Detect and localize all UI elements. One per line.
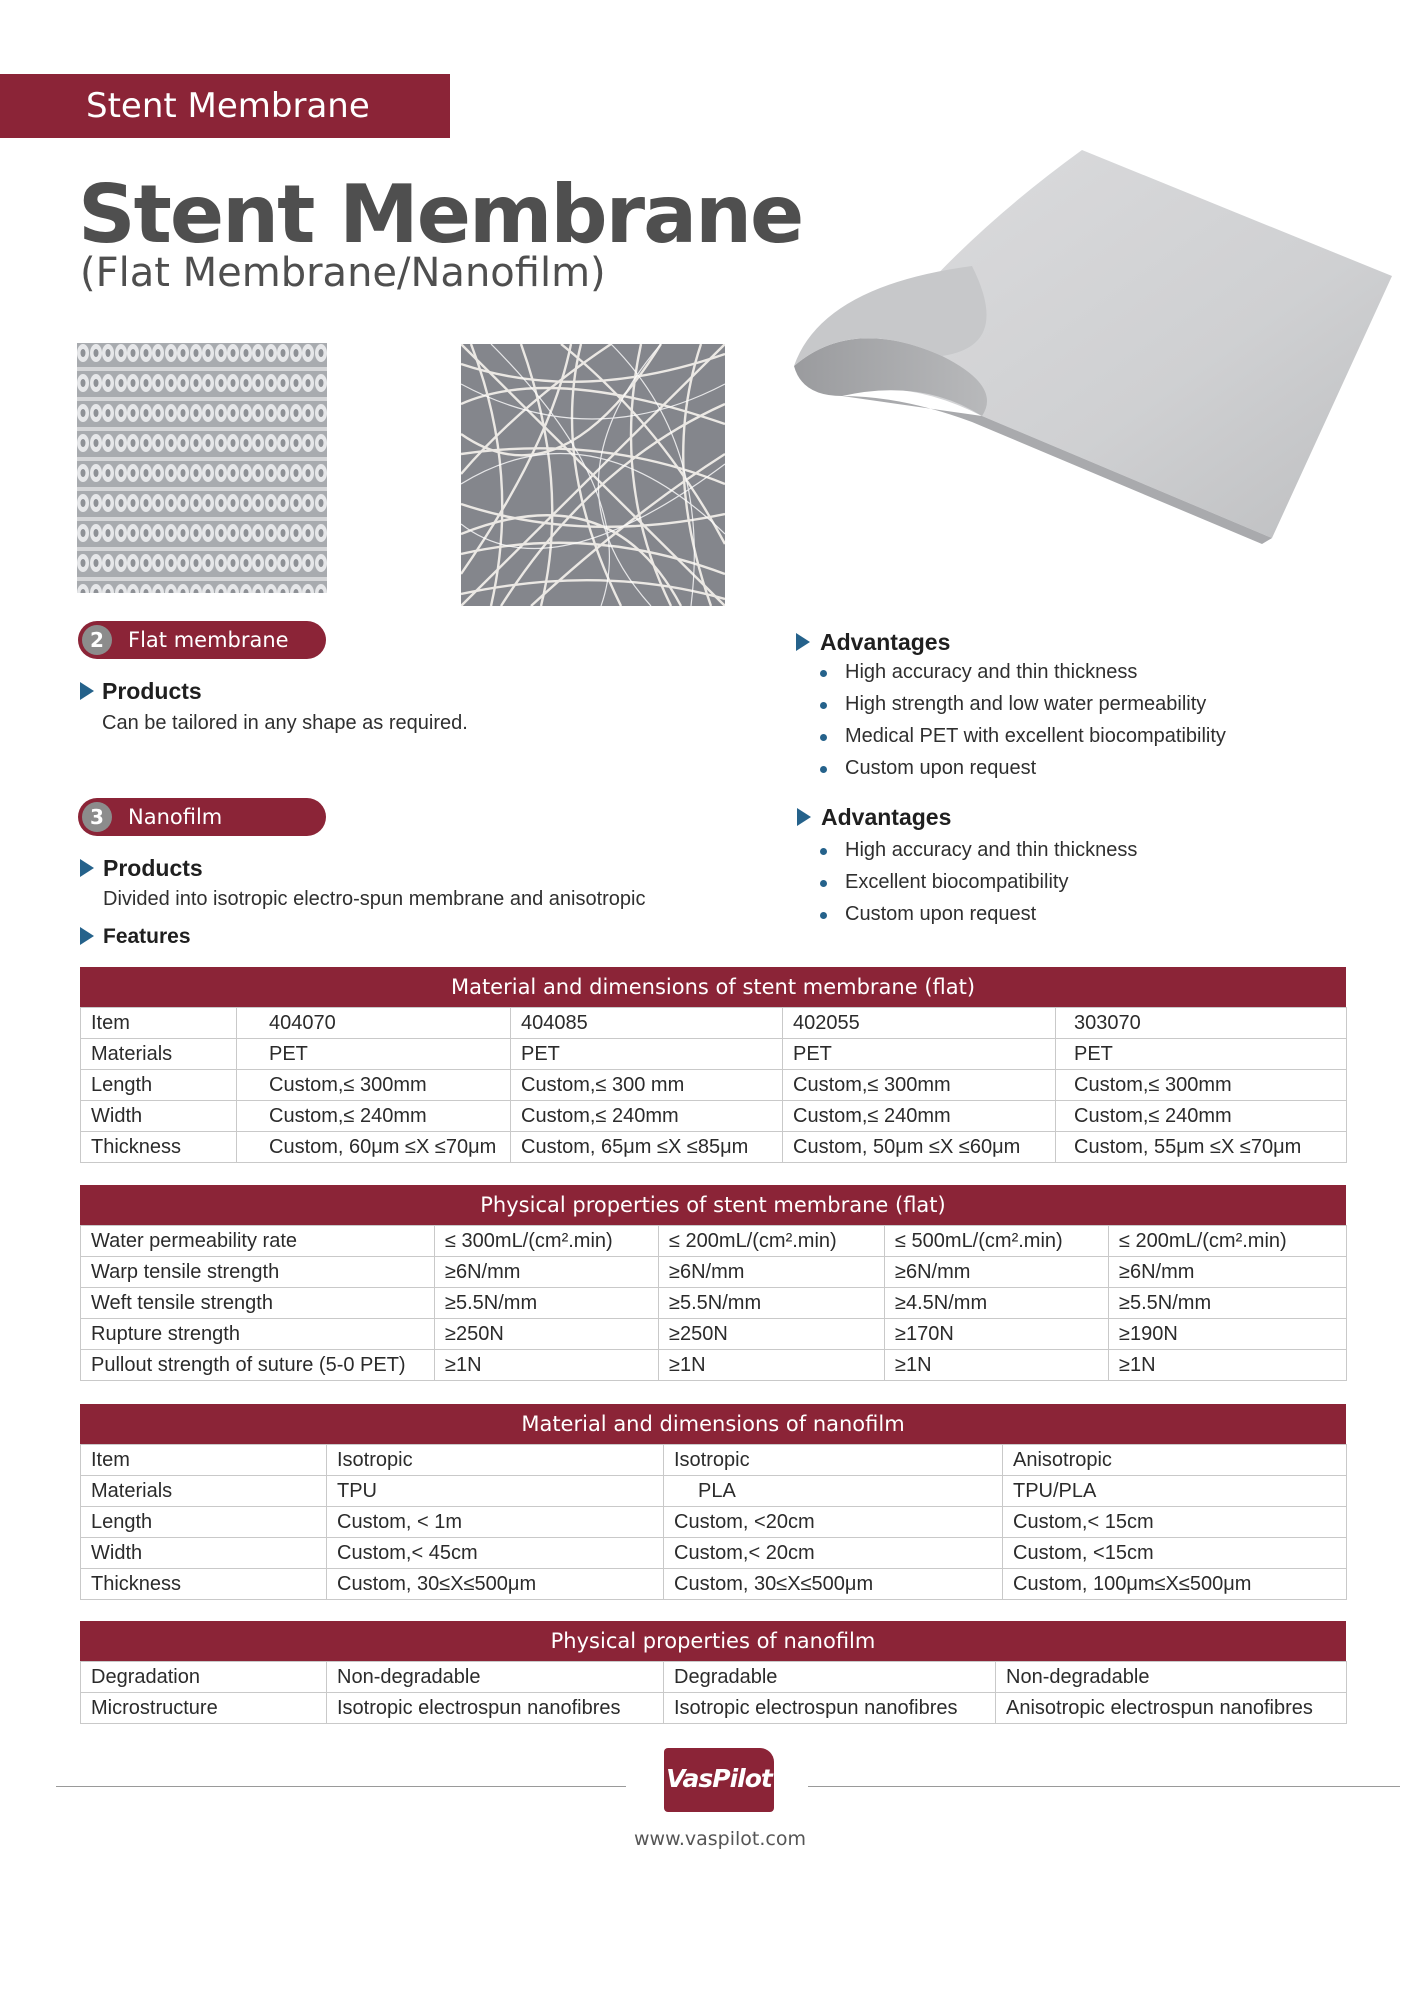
flat-dimensions-table xyxy=(80,967,1346,1163)
table-cell: ≥1N xyxy=(885,1350,1109,1381)
table-cell: Custom,≤ 240mm xyxy=(237,1101,511,1132)
table-cell: Degradable xyxy=(664,1662,996,1693)
table-cell: Width xyxy=(81,1538,327,1569)
table-cell: Width xyxy=(81,1101,237,1132)
table-row xyxy=(81,1662,1347,1693)
table-cell: Materials xyxy=(81,1039,237,1070)
flat-properties-table xyxy=(80,1185,1346,1381)
flat-membrane-section-label xyxy=(78,621,326,659)
triangle-bullet-icon xyxy=(797,808,811,826)
table-row xyxy=(81,1476,1347,1507)
table-row xyxy=(81,1569,1347,1600)
table-cell: Pullout strength of suture (5-0 PET) xyxy=(81,1350,435,1381)
table-cell: Isotropic electrospun nanofibres xyxy=(327,1693,664,1724)
table-cell: ≤ 500mL/(cm².min) xyxy=(885,1226,1109,1257)
table-cell: ≥4.5N/mm xyxy=(885,1288,1109,1319)
table-cell: ≤ 200mL/(cm².min) xyxy=(1109,1226,1347,1257)
table-cell: Custom,≤ 300 mm xyxy=(511,1070,783,1101)
table-row xyxy=(81,1288,1347,1319)
flat-products-heading: Products xyxy=(102,678,202,704)
footer-divider-right xyxy=(808,1786,1400,1787)
table-cell: Custom, <20cm xyxy=(664,1507,1003,1538)
table-row xyxy=(81,1101,1347,1132)
table-row xyxy=(81,1070,1347,1101)
advantage-item: High strength and low water permeability xyxy=(818,688,1226,720)
table-row xyxy=(81,1350,1347,1381)
table-cell: ≥1N xyxy=(659,1350,885,1381)
table-cell: Degradation xyxy=(81,1662,327,1693)
table-title: Physical properties of nanofilm xyxy=(80,1621,1346,1661)
triangle-bullet-icon xyxy=(796,633,810,651)
nano-features-heading: Features xyxy=(103,925,191,948)
table-cell: Custom, 60μm ≤X ≤70μm xyxy=(237,1132,511,1163)
logo-text: VasPilot xyxy=(666,1764,772,1793)
table-cell: 404085 xyxy=(511,1008,783,1039)
table-cell: Microstructure xyxy=(81,1693,327,1724)
section-label-text: Nanofilm xyxy=(128,805,223,829)
table-cell: ≥5.5N/mm xyxy=(435,1288,659,1319)
table-cell: Custom,≤ 240mm xyxy=(783,1101,1056,1132)
table-cell: ≤ 200mL/(cm².min) xyxy=(659,1226,885,1257)
table-cell: Item xyxy=(81,1008,237,1039)
advantage-item: Medical PET with excellent biocompatibility xyxy=(818,720,1226,752)
table-cell: ≤ 300mL/(cm².min) xyxy=(435,1226,659,1257)
table-cell: Custom,≤ 300mm xyxy=(783,1070,1056,1101)
table-cell: PET xyxy=(1056,1039,1347,1070)
website-url[interactable]: www.vaspilot.com xyxy=(633,1828,806,1850)
advantage-item: High accuracy and thin thickness xyxy=(818,656,1226,688)
vaspilot-logo xyxy=(664,1748,774,1812)
table-cell: Item xyxy=(81,1445,327,1476)
table-cell: TPU/PLA xyxy=(1003,1476,1347,1507)
table-cell: Length xyxy=(81,1070,237,1101)
table-row xyxy=(81,1507,1347,1538)
table-cell: Weft tensile strength xyxy=(81,1288,435,1319)
table-cell: Length xyxy=(81,1507,327,1538)
table-cell: Rupture strength xyxy=(81,1319,435,1350)
knitted-fabric-image xyxy=(77,343,327,593)
section-label-text: Flat membrane xyxy=(128,628,289,652)
section-number-badge: 3 xyxy=(82,802,112,832)
table-cell: Custom,< 45cm xyxy=(327,1538,664,1569)
section-header-band xyxy=(0,74,450,138)
table-cell: PLA xyxy=(664,1476,1003,1507)
table-cell: Custom,≤ 300mm xyxy=(1056,1070,1347,1101)
table-title: Material and dimensions of stent membrane (flat) xyxy=(80,967,1346,1007)
table-cell: PET xyxy=(237,1039,511,1070)
table-row xyxy=(81,1538,1347,1569)
table-row xyxy=(81,1132,1347,1163)
table-row xyxy=(81,1445,1347,1476)
table-cell: 303070 xyxy=(1056,1008,1347,1039)
table-cell: ≥250N xyxy=(659,1319,885,1350)
table-cell: Thickness xyxy=(81,1569,327,1600)
table-cell: Isotropic electrospun nanofibres xyxy=(664,1693,996,1724)
table-cell: ≥6N/mm xyxy=(659,1257,885,1288)
nanofilm-dimensions-table xyxy=(80,1404,1346,1600)
table-cell: PET xyxy=(783,1039,1056,1070)
table-cell: ≥6N/mm xyxy=(885,1257,1109,1288)
table-row xyxy=(81,1693,1347,1724)
table-cell: Anisotropic xyxy=(1003,1445,1347,1476)
table-cell: ≥5.5N/mm xyxy=(659,1288,885,1319)
table-cell: Custom, 50μm ≤X ≤60μm xyxy=(783,1132,1056,1163)
table-cell: ≥250N xyxy=(435,1319,659,1350)
table-cell: ≥190N xyxy=(1109,1319,1347,1350)
table-cell: Custom, 65μm ≤X ≤85μm xyxy=(511,1132,783,1163)
page-title: Stent Membrane xyxy=(78,168,803,261)
table-cell: Custom,< 15cm xyxy=(1003,1507,1347,1538)
table-cell: Custom,≤ 240mm xyxy=(1056,1101,1347,1132)
table-cell: Custom,< 20cm xyxy=(664,1538,1003,1569)
table-cell: Custom, 55μm ≤X ≤70μm xyxy=(1056,1132,1347,1163)
advantage-item: Excellent biocompatibility xyxy=(818,866,1137,898)
table-cell: 402055 xyxy=(783,1008,1056,1039)
table-cell: ≥6N/mm xyxy=(435,1257,659,1288)
table-row xyxy=(81,1257,1347,1288)
table-cell: Custom, 30≤X≤500μm xyxy=(327,1569,664,1600)
footer-divider-left xyxy=(56,1786,626,1787)
nano-advantages-list xyxy=(818,834,1137,930)
table-cell: Water permeability rate xyxy=(81,1226,435,1257)
table-title: Physical properties of stent membrane (flat) xyxy=(80,1185,1346,1225)
table-cell: Non-degradable xyxy=(996,1662,1347,1693)
table-cell: Warp tensile strength xyxy=(81,1257,435,1288)
table-cell: Non-degradable xyxy=(327,1662,664,1693)
table-cell: Custom, <15cm xyxy=(1003,1538,1347,1569)
table-cell: ≥1N xyxy=(1109,1350,1347,1381)
page-subtitle: (Flat Membrane/Nanofilm) xyxy=(80,250,606,296)
table-cell: Custom, < 1m xyxy=(327,1507,664,1538)
flat-advantages-heading: Advantages xyxy=(820,629,951,655)
flat-products-text: Can be tailored in any shape as required. xyxy=(102,712,468,734)
table-title: Material and dimensions of nanofilm xyxy=(80,1404,1346,1444)
table-cell: Anisotropic electrospun nanofibres xyxy=(996,1693,1347,1724)
advantage-item: Custom upon request xyxy=(818,898,1137,930)
table-cell: Custom,≤ 240mm xyxy=(511,1101,783,1132)
table-row xyxy=(81,1008,1347,1039)
table-cell: PET xyxy=(511,1039,783,1070)
table-cell: Custom, 30≤X≤500μm xyxy=(664,1569,1003,1600)
advantage-item: High accuracy and thin thickness xyxy=(818,834,1137,866)
section-header-label: Stent Membrane xyxy=(86,86,370,126)
nanofilm-properties-table xyxy=(80,1621,1346,1724)
nano-products-text: Divided into isotropic electro-spun membrane and anisotropic xyxy=(103,888,646,910)
nanofilm-section-label xyxy=(78,798,326,836)
advantage-item: Custom upon request xyxy=(818,752,1226,784)
triangle-bullet-icon xyxy=(80,927,94,945)
table-cell: Isotropic xyxy=(327,1445,664,1476)
table-cell: Materials xyxy=(81,1476,327,1507)
electrospun-fiber-image xyxy=(461,344,725,606)
nano-products-heading: Products xyxy=(103,855,203,881)
table-row xyxy=(81,1039,1347,1070)
flat-advantages-list xyxy=(818,656,1226,784)
section-number-badge: 2 xyxy=(82,625,112,655)
table-cell: Isotropic xyxy=(664,1445,1003,1476)
table-cell: Custom,≤ 300mm xyxy=(237,1070,511,1101)
table-cell: ≥1N xyxy=(435,1350,659,1381)
membrane-sheet-image xyxy=(782,146,1392,546)
table-row xyxy=(81,1226,1347,1257)
table-cell: Thickness xyxy=(81,1132,237,1163)
triangle-bullet-icon xyxy=(80,859,94,877)
triangle-bullet-icon xyxy=(80,682,94,700)
table-cell: 404070 xyxy=(237,1008,511,1039)
table-cell: ≥170N xyxy=(885,1319,1109,1350)
table-cell: ≥6N/mm xyxy=(1109,1257,1347,1288)
table-cell: TPU xyxy=(327,1476,664,1507)
nano-advantages-heading: Advantages xyxy=(821,804,952,830)
table-cell: Custom, 100μm≤X≤500μm xyxy=(1003,1569,1347,1600)
table-row xyxy=(81,1319,1347,1350)
table-cell: ≥5.5N/mm xyxy=(1109,1288,1347,1319)
